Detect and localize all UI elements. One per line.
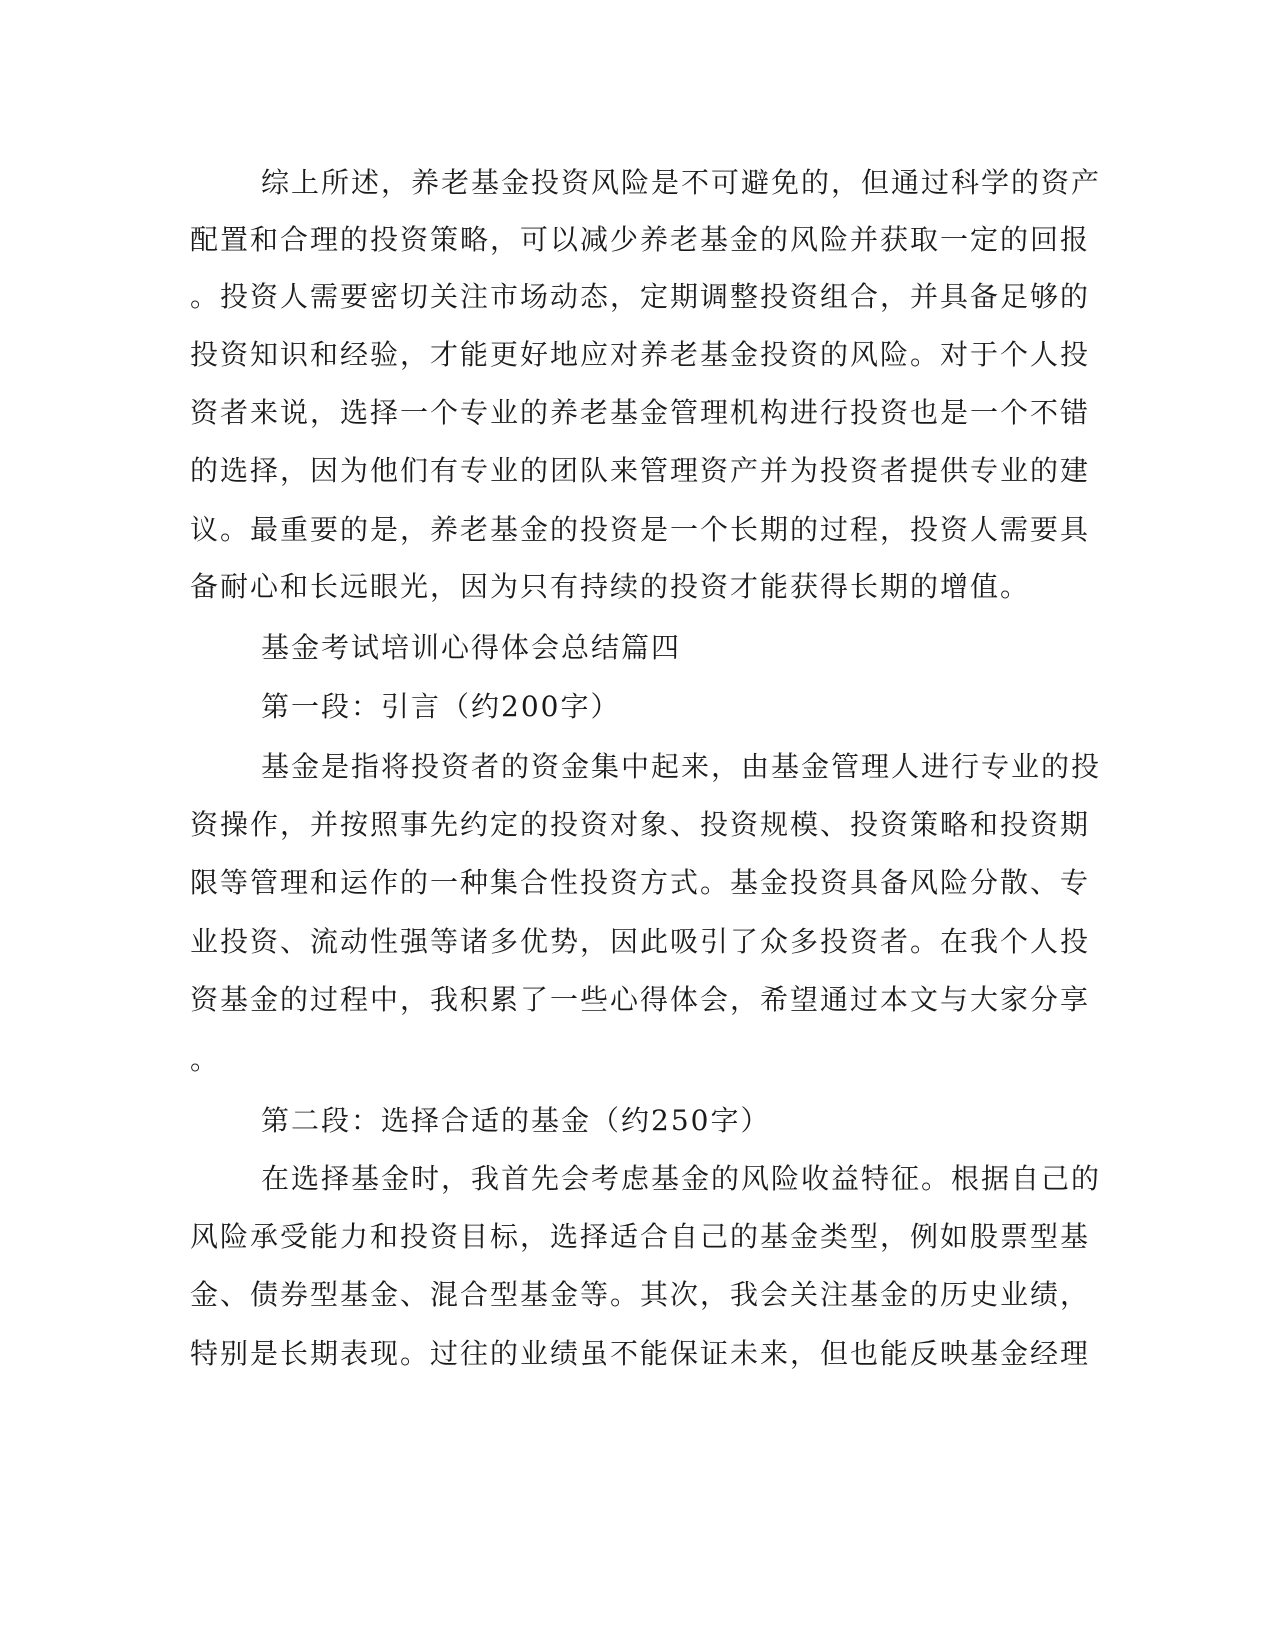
paragraph-line: 资基金的过程中，我积累了一些心得体会，希望通过本文与大家分享 [190, 983, 1091, 1016]
paragraph-line: 资操作，并按照事先约定的投资对象、投资规模、投资策略和投资期 [190, 808, 1091, 841]
paragraph-line: 在选择基金时，我首先会考虑基金的风险收益特征。根据自己的 [261, 1162, 1102, 1195]
paragraph-line: 综上所述，养老基金投资风险是不可避免的，但通过科学的资产 [261, 166, 1102, 199]
paragraph-line: 基金是指将投资者的资金集中起来，由基金管理人进行专业的投 [261, 750, 1102, 783]
section-heading: 基金考试培训心得体会总结篇四 [261, 631, 682, 664]
subsection-heading: 第二段：选择合适的基金（约250字） [261, 1104, 771, 1137]
paragraph-line: 。 [190, 1043, 221, 1076]
paragraph-line: 的选择，因为他们有专业的团队来管理资产并为投资者提供专业的建 [190, 454, 1091, 487]
paragraph-line: 风险承受能力和投资目标，选择适合自己的基金类型，例如股票型基 [190, 1220, 1091, 1253]
paragraph-line: 限等管理和运作的一种集合性投资方式。基金投资具备风险分散、专 [190, 866, 1091, 899]
paragraph-line: 金、债券型基金、混合型基金等。其次，我会关注基金的历史业绩， [190, 1278, 1091, 1311]
paragraph-line: 。投资人需要密切关注市场动态，定期调整投资组合，并具备足够的 [190, 280, 1091, 313]
paragraph-line: 特别是长期表现。过往的业绩虽不能保证未来，但也能反映基金经理 [190, 1337, 1091, 1370]
paragraph-line: 资者来说，选择一个专业的养老基金管理机构进行投资也是一个不错 [190, 396, 1091, 429]
paragraph-line: 业投资、流动性强等诸多优势，因此吸引了众多投资者。在我个人投 [190, 925, 1091, 958]
paragraph-line: 备耐心和长远眼光，因为只有持续的投资才能获得长期的增值。 [190, 570, 1031, 603]
paragraph-line: 议。最重要的是，养老基金的投资是一个长期的过程，投资人需要具 [190, 513, 1091, 546]
paragraph-line: 投资知识和经验，才能更好地应对养老基金投资的风险。对于个人投 [190, 338, 1091, 371]
subsection-heading: 第一段：引言（约200字） [261, 690, 621, 723]
paragraph-line: 配置和合理的投资策略，可以减少养老基金的风险并获取一定的回报 [190, 223, 1091, 256]
